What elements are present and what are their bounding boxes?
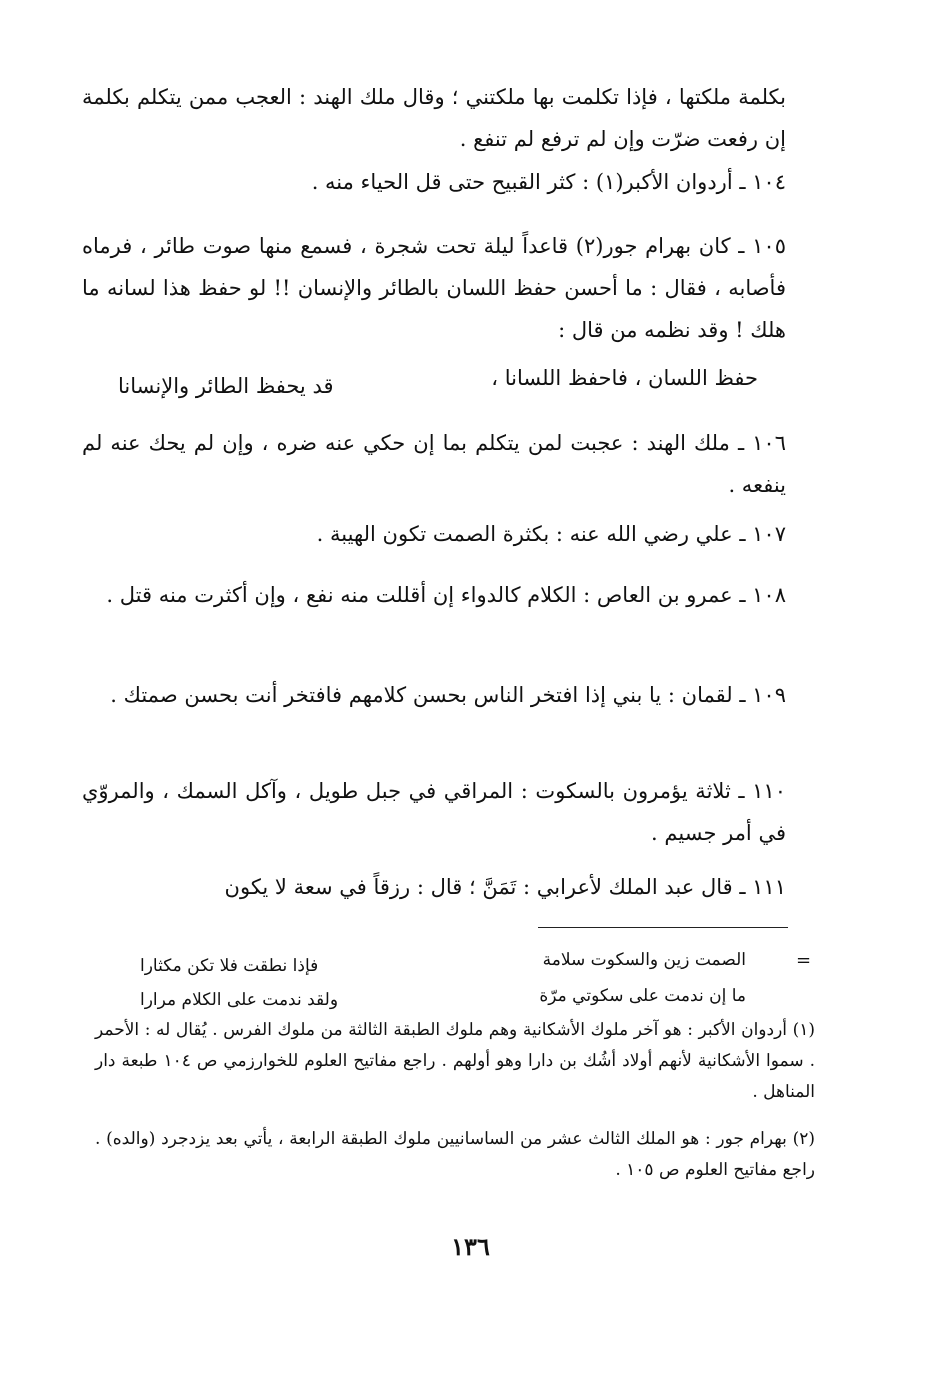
verse-second-hemistich: قد يحفظ الطائر والإنسانا (118, 374, 334, 398)
footnote-verse-2-second: ولقد ندمت على الكلام مرارا (140, 990, 339, 1010)
footnote-1: (١) أردوان الأكبر : هو آخر ملوك الأشكانية وهم ملوك الطبقة الثالثة من ملوك الفرس . يُقال له : الأحمر . سموا الأشكانية لأنهم أولاد أشُك بن دارا وهو أولهم . راجع مفاتيح العلوم للخوارزمي ص ١٠٤ طبعة دار المناهل . (95, 1020, 815, 1102)
paragraph-104: ١٠٤ ـ أردوان الأكبر(١) : كثر القبيح حتى قل الحياء منه . (311, 170, 786, 194)
paragraph-107: ١٠٧ ـ علي رضي الله عنه : بكثرة الصمت تكون الهيبة . (316, 522, 786, 546)
page-number: ١٣٦ (451, 1232, 490, 1261)
continuation-mark: = (796, 950, 812, 971)
paragraph-106: ١٠٦ ـ ملك الهند : عجبت لمن يتكلم بما إن حكي عنه ضره ، وإن لم يحك عنه لم ينفعه . (82, 431, 786, 497)
paragraph-continuation: بكلمة ملكتها ، فإذا تكلمت بها ملكتني ؛ وقال ملك الهند : العجب ممن يتكلم بكلمة إن رفعت ضرّت وإن لم ترفع لم تنفع . (82, 85, 786, 151)
paragraph-105: ١٠٥ ـ كان بهرام جور(٢) قاعداً ليلة تحت شجرة ، فسمع منها صوت طائر ، فرماه فأصابه ، فقال : ما أحسن حفظ اللسان بالطائر والإنسان !! لو حفظ هذا لسانه ما هلك ! وقد نظمه من قال : (82, 234, 786, 342)
footnote-2: (٢) بهرام جور : هو الملك الثالث عشر من الساسانيين ملوك الطبقة الرابعة ، يأتي بعد يزدجرد (والده) . راجع مفاتيح العلوم ص ١٠٥ . (95, 1129, 815, 1180)
paragraph-110: ١١٠ ـ ثلاثة يؤمرون بالسكوت : المراقي في جبل طويل ، وآكل السمك ، والمروّي في أمر جسيم . (82, 779, 786, 845)
footnote-divider (538, 927, 788, 928)
paragraph-109: ١٠٩ ـ لقمان : يا بني إذا افتخر الناس بحسن كلامهم فافتخر أنت بحسن صمتك . (110, 683, 786, 707)
footnote-verse-1-second: فإذا نطقت فلا تكن مكثارا (140, 956, 319, 976)
paragraph-108: ١٠٨ ـ عمرو بن العاص : الكلام كالدواء إن أقللت منه نفع ، وإن أكثرت منه قتل . (106, 583, 786, 607)
paragraph-111: ١١١ ـ قال عبد الملك لأعرابي : تَمَنَّ ؛ قال : رزقاً في سعة لا يكون (224, 875, 786, 899)
footnote-verse-2-first: ما إن ندمت على سكوتي مرّة (539, 986, 746, 1006)
footnote-verse-1-first: الصمت زين والسكوت سلامة (542, 950, 746, 970)
verse-first-hemistich: حفظ اللسان ، فاحفظ اللسانا ، (491, 366, 758, 390)
